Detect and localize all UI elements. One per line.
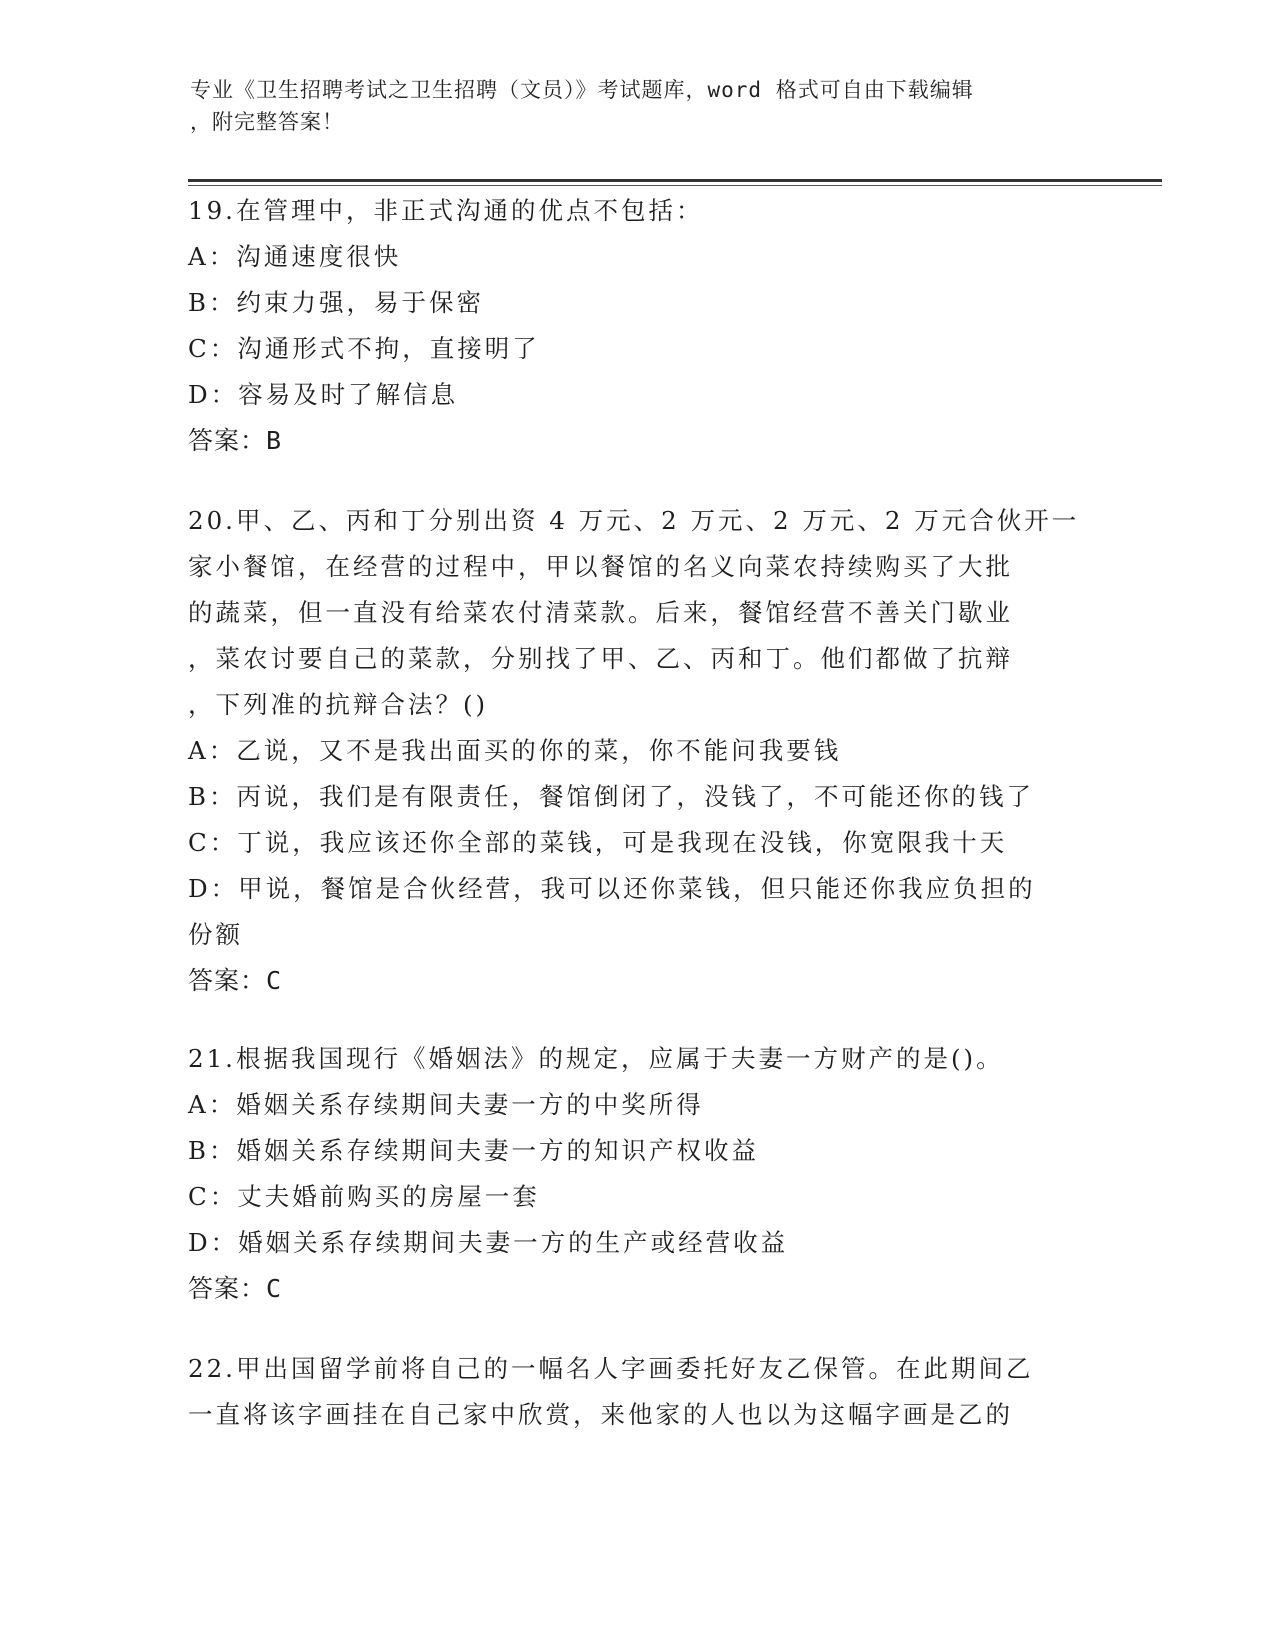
- answer-label: 答案：: [188, 966, 267, 995]
- option-b: B：丙说，我们是有限责任，餐馆倒闭了，没钱了，不可能还你的钱了: [188, 782, 1035, 811]
- option-d: D：婚姻关系存续期间夫妻一方的生产或经营收益: [188, 1228, 789, 1257]
- question-stem: 22.甲出国留学前将自己的一幅名人字画委托好友乙保管。在此期间乙: [188, 1354, 1034, 1383]
- answer-line: [188, 1266, 1088, 1312]
- question-stem: 家小餐馆，在经营的过程中，甲以餐馆的名义向菜农持续购买了大批: [188, 552, 1013, 581]
- answer-line: [188, 958, 1088, 1004]
- option-a: A：婚姻关系存续期间夫妻一方的中奖所得: [188, 1090, 704, 1119]
- question-19: [188, 188, 1088, 464]
- question-stem: 19.在管理中，非正式沟通的优点不包括：: [188, 196, 704, 225]
- header-divider-thick: [188, 179, 1162, 182]
- option-d: D：甲说，餐馆是合伙经营，我可以还你菜钱，但只能还你我应负担的: [188, 874, 1036, 903]
- answer-value: C: [266, 1274, 283, 1303]
- question-stem: 21.根据我国现行《婚姻法》的规定，应属于夫妻一方财产的是()。: [188, 1044, 1004, 1073]
- answer-label: 答案：: [188, 1274, 267, 1303]
- option-c: C：丁说，我应该还你全部的菜钱，可是我现在没钱，你宽限我十天: [188, 828, 1008, 857]
- question-stem: ，菜农讨要自己的菜款，分别找了甲、乙、丙和丁。他们都做了抗辩: [188, 644, 1013, 673]
- answer-line: [188, 418, 1088, 464]
- question-22: [188, 1346, 1088, 1438]
- option-c: C：沟通形式不拘，直接明了: [188, 334, 540, 363]
- option-d-continued: 份额: [188, 920, 243, 949]
- question-21: [188, 1036, 1088, 1312]
- option-a: A：沟通速度很快: [188, 242, 402, 271]
- question-20: [188, 498, 1088, 1004]
- option-a: A：乙说，又不是我出面买的你的菜，你不能问我要钱: [188, 736, 842, 765]
- option-d: D：容易及时了解信息: [188, 380, 459, 409]
- header-divider-thin: [188, 185, 1162, 186]
- option-b: B：婚姻关系存续期间夫妻一方的知识产权收益: [188, 1136, 760, 1165]
- answer-value: B: [266, 426, 283, 455]
- question-stem: 一直将该字画挂在自己家中欣赏，来他家的人也以为这幅字画是乙的: [188, 1400, 1013, 1429]
- option-b: B：约束力强，易于保密: [188, 288, 485, 317]
- question-stem: ，下列准的抗辩合法？(): [188, 690, 489, 719]
- header-line-1: 专业《卫生招聘考试之卫生招聘（文员）》考试题库，word 格式可自由下载编辑: [190, 78, 974, 102]
- question-stem: 的蔬菜，但一直没有给菜农付清菜款。后来，餐馆经营不善关门歇业: [188, 598, 1013, 627]
- answer-value: C: [266, 966, 283, 995]
- answer-label: 答案：: [188, 426, 267, 455]
- header-line-2: ，附完整答案！: [190, 110, 344, 134]
- question-stem: 20.甲、乙、丙和丁分别出资 4 万元、2 万元、2 万元、2 万元合伙开一: [188, 506, 1080, 535]
- document-header: [190, 74, 1090, 138]
- option-c: C：丈夫婚前购买的房屋一套: [188, 1182, 540, 1211]
